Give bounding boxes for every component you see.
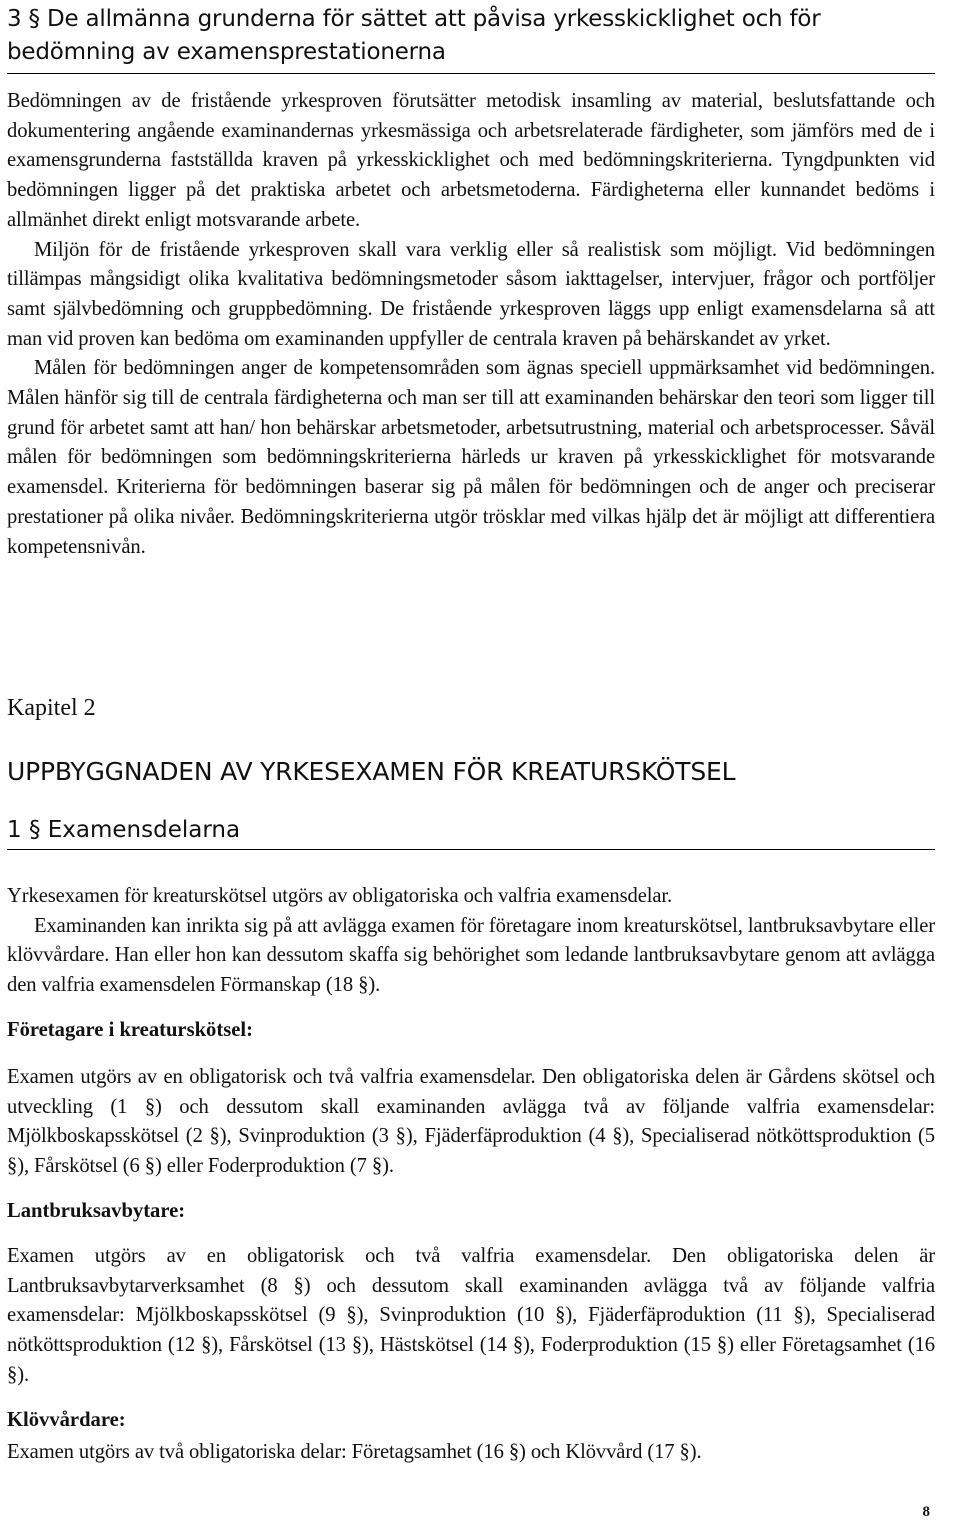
lantbruk-heading-block <box>7 1200 935 1223</box>
page-number: 8 <box>922 1504 930 1520</box>
klov-heading-block <box>7 1409 935 1432</box>
klov-body <box>7 1438 935 1468</box>
chapter-title-block <box>7 757 935 786</box>
lantbruk-text: Examen utgörs av en obligatorisk och två valfria examensdelar. Den obligatoriska delen är Lantbruksavbytarverksamhet (8 §) och dessutom skall examinanden avlägga två av följande valfria examensdelar: Mjölkboskapsskötsel (9 §), Svinproduktion (10 §), Fjäderfäproduktion (11 §), Specialiserad nötköttsproduktion (12 §), Fårskötsel (13 §), Hästskötsel (14 §), Foderproduktion (15 §) eller Företagsamhet (16 §). <box>7 1245 935 1386</box>
section-3-paragraph-1: Bedömningen av de fristående yrkesproven förutsätter metodisk insamling av material, beslutsfattande och dokumentering angående examinandernas yrkesmässiga och arbetsrelaterade färdigheter, som jämförs med de i examensgrunderna fastställda kraven på yrkesskicklighet och med bedömningskriterierna. Tyngdpunkten vid bedömningen ligger på det praktiska arbetet och arbetsmetoderna. Färdigheterna eller kunnandet bedöms i allmänhet direkt enligt motsvarande arbete. <box>7 90 935 231</box>
foretagare-text: Examen utgörs av en obligatorisk och två valfria examensdelar. Den obligatoriska delen är Gårdens skötsel och utveckling (1 §) och dessutom skall examinanden avlägga två av följande valfria examensdelar: Mjölkboskapsskötsel (2 §), Svinproduktion (3 §), Fjäderfäproduktion (4 §), Specialiserad nötköttsproduktion (5 §), Fårskötsel (6 §) eller Foderproduktion (7 §). <box>7 1066 935 1178</box>
section-3-heading-block <box>7 0 935 74</box>
section-1-heading: 1 § Examensdelarna <box>7 817 241 843</box>
section-3-paragraph-2: Miljön för de fristående yrkesproven skall vara verklig eller så realistisk som möjligt. Vid bedömningen tillämpas mångsidigt olika kvalitativa bedömningsmetoder såsom iakttagelser, intervjuer, frågor och portföljer samt självbedömning och gruppbedömning. De fristående yrkesproven läggs upp enligt examensdelarna så att man vid proven kan bedöma om examinanden uppfyller de centrala kraven på behärskandet av yrket. <box>7 238 935 350</box>
foretagare-heading-block <box>7 1019 935 1042</box>
section-1-paragraph-2: Examinanden kan inrikta sig på att avlägga examen för företagare inom kreaturskötsel, lantbruksavbytare eller klövvårdare. Han eller hon kan dessutom skaffa sig behörighet som ledande lantbruksavbytare genom att avlägga den valfria examensdelen Förmanskap (18 §). <box>7 914 935 997</box>
section-3-heading <box>7 0 935 69</box>
foretagare-heading: Företagare i kreaturskötsel: <box>7 1019 253 1041</box>
chapter-block <box>7 695 935 722</box>
chapter-title: UPPBYGGNADEN AV YRKESEXAMEN FÖR KREATURSKÖTSEL <box>7 757 736 786</box>
section-3-paragraph-3: Målen för bedömningen anger de kompetensområden som ägnas speciell uppmärksamhet vid bedömningen. Målen hänför sig till de centrala färdigheterna och man ser till att examinanden behärskar den teori som ligger till grund för arbetet samt att han/ hon behärskar arbetsmetoder, arbetsutrustning, material och arbetsprocesser. Såväl målen för bedömningen som bedömningskriterierna härleds ur kraven på yrkesskicklighet för motsvarande examensdel. Kriterierna för bedömningen baserar sig på målen för bedömningen och de anger och preciserar prestationer på olika nivåer. Bedömningskriterierna utgör trösklar med vilkas hjälp det är möjligt att differentiera kompetensnivån. <box>7 357 935 558</box>
section-1-body <box>7 882 935 1001</box>
heading-rule <box>7 73 935 74</box>
klov-text: Examen utgörs av två obligatoriska delar: Företagsamhet (16 §) och Klövvård (17 §). <box>7 1441 702 1463</box>
section-1-paragraph-1: Yrkesexamen för kreaturskötsel utgörs av obligatoriska och valfria examensdelar. <box>7 885 673 907</box>
foretagare-body <box>7 1063 935 1182</box>
lantbruk-body <box>7 1242 935 1391</box>
section-1-heading-block <box>7 817 935 850</box>
section-3-body <box>7 87 935 562</box>
klov-heading: Klövvårdare: <box>7 1409 126 1431</box>
heading-rule <box>7 849 935 850</box>
lantbruk-heading: Lantbruksavbytare: <box>7 1200 186 1222</box>
chapter-label: Kapitel 2 <box>7 695 96 721</box>
section-3-heading-line2: bedömning av examensprestationerna <box>7 39 446 65</box>
section-3-heading-line1: 3 § De allmänna grunderna för sättet att påvisa yrkesskicklighet och för <box>7 6 821 32</box>
